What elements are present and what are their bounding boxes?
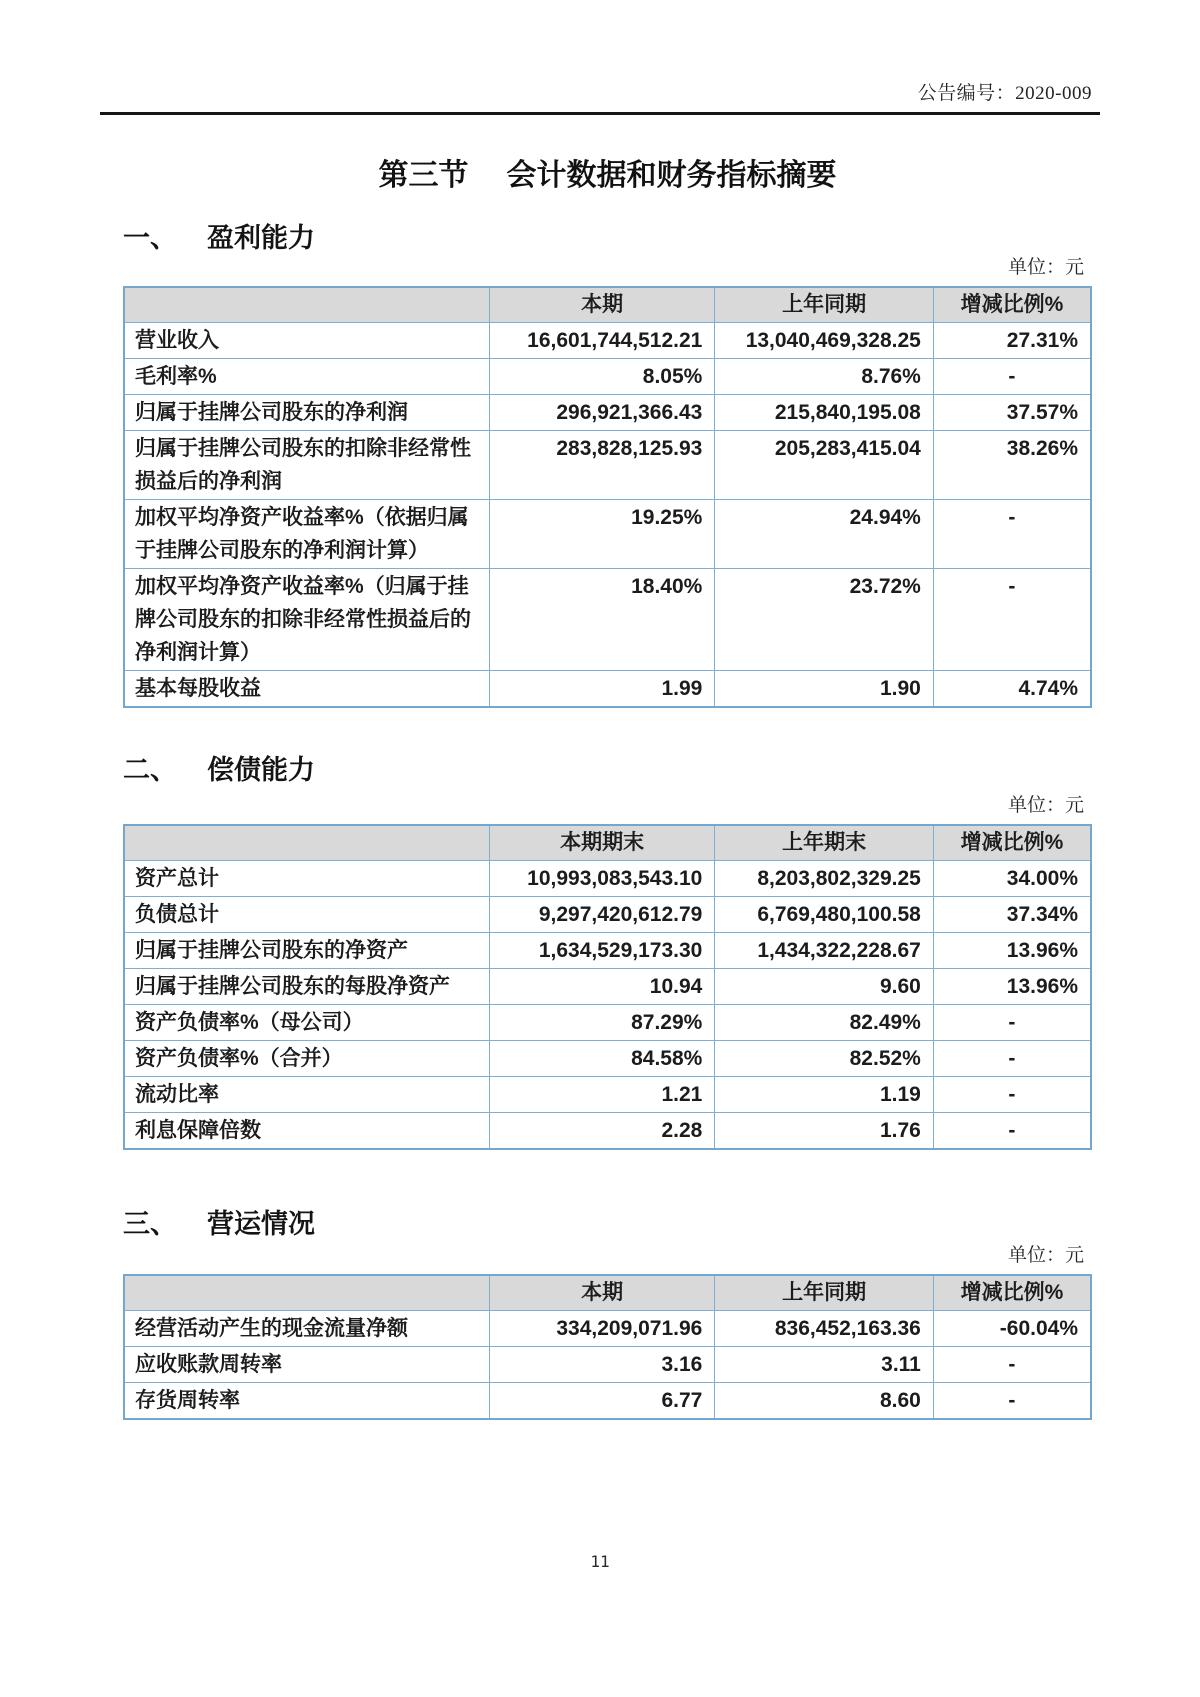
section-number: 三、 (123, 1209, 177, 1239)
table-row (124, 932, 1091, 968)
column-header-current: 本期期末 (490, 825, 715, 860)
row-label: 归属于挂牌公司股东的每股净资产 (124, 968, 490, 1004)
prior-value: 836,452,163.36 (715, 1310, 934, 1346)
column-header-blank (124, 287, 490, 322)
current-value: 1,634,529,173.30 (490, 932, 715, 968)
row-label: 加权平均净资产收益率%（依据归属于挂牌公司股东的净利润计算） (124, 499, 490, 568)
column-header-change: 增减比例% (933, 825, 1091, 860)
current-value: 19.25% (490, 499, 715, 568)
change-value: 4.74% (933, 670, 1091, 707)
column-header-change: 增减比例% (933, 287, 1091, 322)
row-label: 流动比率 (124, 1076, 490, 1112)
change-value: - (933, 1382, 1091, 1419)
row-label: 存货周转率 (124, 1382, 490, 1419)
prior-value: 13,040,469,328.25 (715, 322, 934, 358)
row-label: 负债总计 (124, 896, 490, 932)
current-value: 334,209,071.96 (490, 1310, 715, 1346)
section-number: 一、 (123, 223, 177, 253)
prior-value: 6,769,480,100.58 (715, 896, 934, 932)
row-label: 资产负债率%（合并） (124, 1040, 490, 1076)
operations-table (123, 1274, 1092, 1420)
column-header-blank (124, 1275, 490, 1310)
prior-value: 1.76 (715, 1112, 934, 1149)
prior-value: 215,840,195.08 (715, 394, 934, 430)
change-value: - (933, 1040, 1091, 1076)
row-label: 应收账款周转率 (124, 1346, 490, 1382)
table-row (124, 1040, 1091, 1076)
section-heading-operations (123, 1202, 315, 1241)
prior-value: 8.60 (715, 1382, 934, 1419)
table-row (124, 1382, 1091, 1419)
column-header-prior: 上年期末 (715, 825, 934, 860)
change-value: - (933, 1076, 1091, 1112)
change-value: - (933, 499, 1091, 568)
page-title (123, 150, 1092, 194)
current-value: 10,993,083,543.10 (490, 860, 715, 896)
unit-label: 单位：元 (1007, 795, 1084, 816)
current-value: 8.05% (490, 358, 715, 394)
table-row (124, 1112, 1091, 1149)
section-number: 二、 (123, 755, 177, 785)
change-value: 27.31% (933, 322, 1091, 358)
prior-value: 8.76% (715, 358, 934, 394)
prior-value: 8,203,802,329.25 (715, 860, 934, 896)
announcement-number: 公告编号：2020-009 (917, 83, 1092, 104)
table-row (124, 568, 1091, 670)
current-value: 1.99 (490, 670, 715, 707)
section-heading-text: 盈利能力 (207, 223, 315, 253)
table-header-row (124, 287, 1091, 322)
column-header-current: 本期 (490, 287, 715, 322)
table-header-row (124, 1275, 1091, 1310)
table-row (124, 322, 1091, 358)
row-label: 经营活动产生的现金流量净额 (124, 1310, 490, 1346)
table-row (124, 499, 1091, 568)
column-header-change: 增减比例% (933, 1275, 1091, 1310)
row-label: 资产总计 (124, 860, 490, 896)
change-value: - (933, 1004, 1091, 1040)
table-row (124, 1004, 1091, 1040)
table-row (124, 1346, 1091, 1382)
current-value: 1.21 (490, 1076, 715, 1112)
prior-value: 205,283,415.04 (715, 430, 934, 499)
change-value: 13.96% (933, 932, 1091, 968)
table-row (124, 670, 1091, 707)
change-value: 13.96% (933, 968, 1091, 1004)
current-value: 283,828,125.93 (490, 430, 715, 499)
prior-value: 1.19 (715, 1076, 934, 1112)
current-value: 6.77 (490, 1382, 715, 1419)
column-header-blank (124, 825, 490, 860)
page-title-section-no: 第三节 (378, 159, 469, 192)
row-label: 归属于挂牌公司股东的净利润 (124, 394, 490, 430)
row-label: 毛利率% (124, 358, 490, 394)
column-header-prior: 上年同期 (715, 1275, 934, 1310)
page-title-text: 会计数据和财务指标摘要 (506, 159, 837, 192)
row-label: 资产负债率%（母公司） (124, 1004, 490, 1040)
page-number: 11 (590, 1552, 610, 1571)
table-row (124, 394, 1091, 430)
section-heading-solvency (123, 748, 315, 787)
change-value: 38.26% (933, 430, 1091, 499)
table-row (124, 1310, 1091, 1346)
table-row (124, 430, 1091, 499)
section-heading-text: 营运情况 (207, 1209, 315, 1239)
current-value: 18.40% (490, 568, 715, 670)
row-label: 基本每股收益 (124, 670, 490, 707)
change-value: 37.34% (933, 896, 1091, 932)
section-heading-text: 偿债能力 (207, 755, 315, 785)
prior-value: 1.90 (715, 670, 934, 707)
change-value: 34.00% (933, 860, 1091, 896)
prior-value: 82.49% (715, 1004, 934, 1040)
table-row (124, 896, 1091, 932)
prior-value: 9.60 (715, 968, 934, 1004)
prior-value: 82.52% (715, 1040, 934, 1076)
current-value: 3.16 (490, 1346, 715, 1382)
row-label: 营业收入 (124, 322, 490, 358)
column-header-prior: 上年同期 (715, 287, 934, 322)
header-divider (100, 112, 1100, 115)
prior-value: 24.94% (715, 499, 934, 568)
solvency-table (123, 824, 1092, 1150)
section-heading-profitability (123, 216, 315, 255)
prior-value: 1,434,322,228.67 (715, 932, 934, 968)
change-value: - (933, 1112, 1091, 1149)
table-row (124, 968, 1091, 1004)
current-value: 16,601,744,512.21 (490, 322, 715, 358)
change-value: 37.57% (933, 394, 1091, 430)
current-value: 84.58% (490, 1040, 715, 1076)
current-value: 9,297,420,612.79 (490, 896, 715, 932)
current-value: 2.28 (490, 1112, 715, 1149)
column-header-current: 本期 (490, 1275, 715, 1310)
row-label: 归属于挂牌公司股东的扣除非经常性损益后的净利润 (124, 430, 490, 499)
unit-label: 单位：元 (1007, 1245, 1084, 1266)
prior-value: 3.11 (715, 1346, 934, 1382)
current-value: 10.94 (490, 968, 715, 1004)
change-value: - (933, 568, 1091, 670)
table-row (124, 860, 1091, 896)
table-row (124, 1076, 1091, 1112)
current-value: 296,921,366.43 (490, 394, 715, 430)
prior-value: 23.72% (715, 568, 934, 670)
change-value: - (933, 1346, 1091, 1382)
row-label: 加权平均净资产收益率%（归属于挂牌公司股东的扣除非经常性损益后的净利润计算） (124, 568, 490, 670)
table-header-row (124, 825, 1091, 860)
profitability-table (123, 286, 1092, 708)
change-value: -60.04% (933, 1310, 1091, 1346)
current-value: 87.29% (490, 1004, 715, 1040)
row-label: 利息保障倍数 (124, 1112, 490, 1149)
table-row (124, 358, 1091, 394)
unit-label: 单位：元 (1007, 257, 1084, 278)
row-label: 归属于挂牌公司股东的净资产 (124, 932, 490, 968)
change-value: - (933, 358, 1091, 394)
